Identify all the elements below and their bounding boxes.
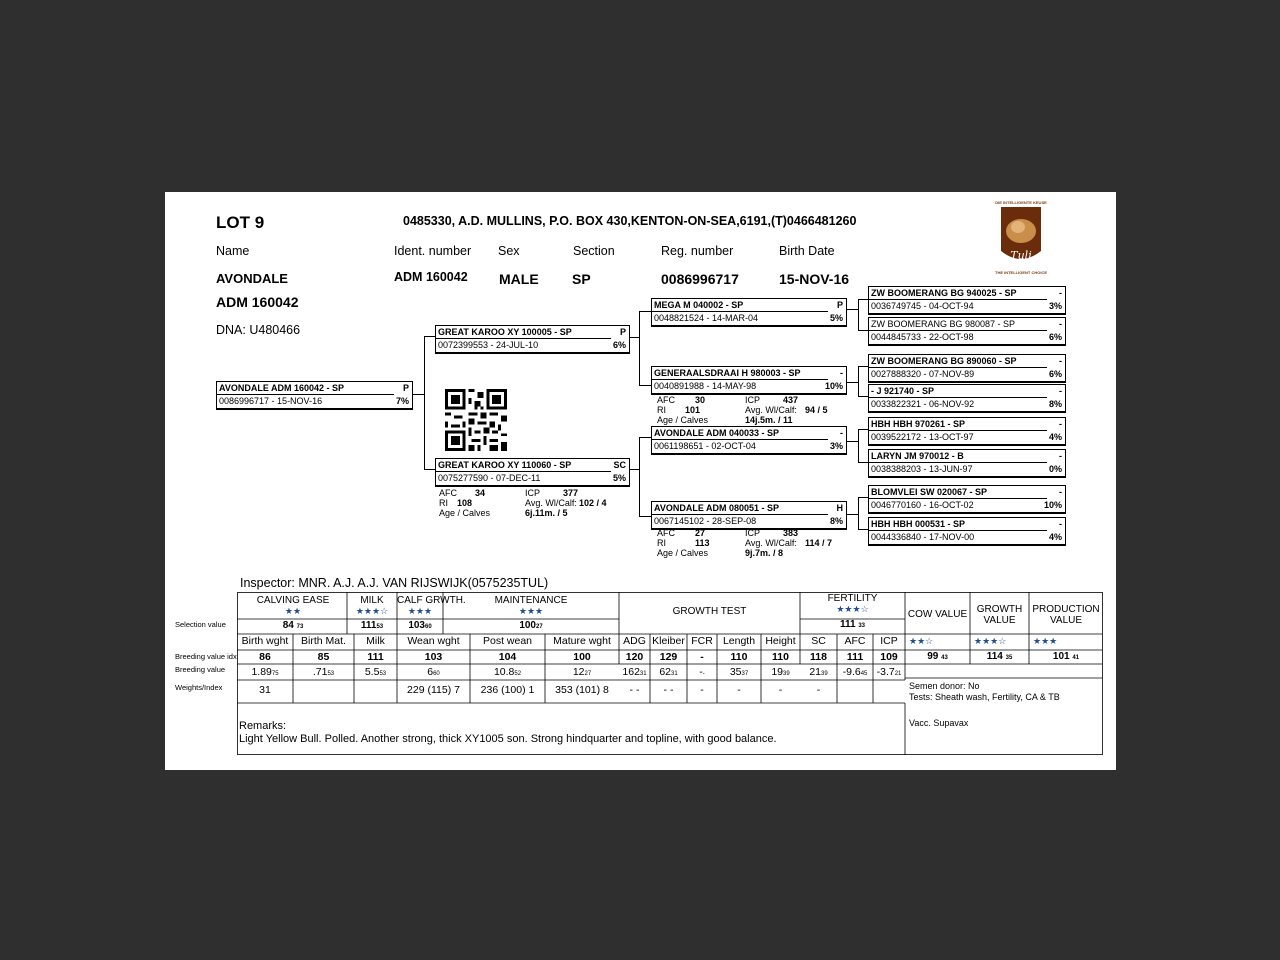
breeding-value-cell: 6231 xyxy=(659,666,678,678)
weights-index-cell: 229 (115) 7 xyxy=(407,684,460,696)
header-name: Name xyxy=(216,244,250,258)
bv-index-cell: 110 xyxy=(772,651,789,663)
lot-sheet xyxy=(165,192,1116,770)
col-header-8: Kleiber xyxy=(652,635,685,647)
dna-number: DNA: U480466 xyxy=(216,323,301,337)
col-header-13: AFC xyxy=(844,635,866,647)
col-header-14: ICP xyxy=(880,635,898,647)
group-growth-value: GROWTH VALUE xyxy=(976,604,1023,626)
breeding-value-cell: .7153 xyxy=(312,666,335,678)
bv-index-cell: - xyxy=(700,651,704,663)
breeding-value-cell: 3537 xyxy=(729,666,749,678)
weights-index-cell: 236 (100) 1 xyxy=(480,684,535,696)
breeding-value-cell: -- xyxy=(699,666,705,678)
sel-milk: 11153 xyxy=(360,620,384,631)
group-calf-growth: CALF GRWTH. ★★★ xyxy=(397,595,466,616)
group-production-value: PRODUCTION VALUE xyxy=(1032,604,1100,626)
inspector: Inspector: MNR. A.J. A.J. VAN RIJSWIJK(0575235TUL) xyxy=(240,576,549,590)
col-header-4: Wean wght xyxy=(407,635,460,647)
dam-stats: AFC 34 ICP 377 RI 108 Avg. Wl/Calf: 102 / 4 Age / Calves 6j.11m. / 5 xyxy=(439,488,607,518)
pedigree-dam: GREAT KAROO XY 110060 - SP SC 0075277590 - 07-DEC-11 5% xyxy=(435,458,630,487)
group-maintenance: MAINTENANCE ★★★ xyxy=(494,595,568,616)
header-section: Section xyxy=(573,244,615,258)
logo-bottom-text: THE INTELLIGENT CHOICE xyxy=(995,270,1047,275)
header-sex: Sex xyxy=(498,244,520,258)
col-header-3: Milk xyxy=(366,635,385,647)
header-birth: Birth Date xyxy=(779,244,835,258)
sel-maint: 10027 xyxy=(519,620,543,631)
pedigree-gg-4: - J 921740 - SP - 0033822321 - 06-NOV-92 8% xyxy=(868,384,1066,413)
logo-top-text: DIE INTELLIGENTE KEUSE xyxy=(995,200,1047,205)
weights-index-cell: 31 xyxy=(259,684,271,696)
breeding-value-cell: -3.721 xyxy=(876,666,902,678)
animal-ident-large: ADM 160042 xyxy=(216,294,299,310)
side-label-breeding-value: Breeding value xyxy=(175,665,226,674)
breeding-value-cell: 10.852 xyxy=(493,666,522,678)
pedigree-gg-6: LARYN JM 970012 - B - 0038388203 - 13-JUN-97 0% xyxy=(868,449,1066,478)
pedigree-gg-2: ZW BOOMERANG BG 980087 - SP - 0044845733 - 22-OCT-98 6% xyxy=(868,317,1066,346)
side-label-bv-index: Breeding value idx xyxy=(175,652,237,661)
pedigree-sire: GREAT KAROO XY 100005 - SP P 0072399553 - 24-JUL-10 6% xyxy=(435,325,630,354)
bv-index-cell: 120 xyxy=(625,651,644,663)
breeding-value-cell: 2139 xyxy=(809,666,828,678)
owner-contact: 0485330, A.D. MULLINS, P.O. BOX 430,KENTON-ON-SEA,6191,(T)0466481260 xyxy=(403,214,857,228)
milk-stars: ★★★☆ xyxy=(355,606,389,616)
animal-section: SP xyxy=(572,271,591,287)
sire-dam-stats: AFC 30 ICP 437 RI 101 Avg. Wl/Calf: 94 / 5 Age / Calves 14j.5m. / 11 xyxy=(657,395,828,425)
col-header-6: Mature wght xyxy=(553,635,611,647)
remarks-text: Light Yellow Bull. Polled. Another strong, thick XY1005 son. Strong hindquarter and topline, with good balance. xyxy=(239,733,777,745)
group-fertility: FERTILITY ★★★☆ xyxy=(827,593,878,614)
qr-code-icon xyxy=(444,389,508,451)
calf-stars: ★★★ xyxy=(407,606,433,616)
animal-reg: 0086996717 xyxy=(661,271,739,287)
header-ident: Ident. number xyxy=(394,244,472,258)
maint-stars: ★★★ xyxy=(518,606,544,616)
breeding-value-cell: 660 xyxy=(427,666,440,678)
breeding-value-cell: 16231 xyxy=(622,666,647,678)
bv-index-cell: 109 xyxy=(880,651,898,663)
col-header-7: ADG xyxy=(623,635,646,647)
pedigree-sire-sire: MEGA M 040002 - SP P 0048821524 - 14-MAR-04 5% xyxy=(651,298,847,327)
col-header-1: Birth wght xyxy=(241,635,289,647)
lot-number: LOT 9 xyxy=(216,213,265,232)
production-value: 101 41 xyxy=(1052,651,1080,662)
gv-stars: ★★★☆ xyxy=(974,636,1007,646)
breeding-value-cell: -9.645 xyxy=(842,666,868,678)
growth-value: 114 35 xyxy=(986,651,1013,662)
group-growth-test: GROWTH TEST xyxy=(672,606,747,617)
breeding-value-cell: 5.553 xyxy=(364,666,387,678)
group-cow-value: COW VALUE xyxy=(907,609,968,620)
header-reg: Reg. number xyxy=(661,244,734,258)
vaccination: Vacc. Supavax xyxy=(909,718,969,728)
pedigree-gg-8: HBH HBH 000531 - SP - 0044336840 - 17-NOV-00 4% xyxy=(868,517,1066,546)
animal-birth: 15-NOV-16 xyxy=(779,271,850,287)
col-header-5: Post wean xyxy=(482,635,533,647)
dam-dam-stats: AFC 27 ICP 383 RI 113 Avg. Wl/Calf: 114 / 7 Age / Calves 9j.7m. / 8 xyxy=(657,528,833,558)
bv-index-cell: 100 xyxy=(573,651,591,663)
animal-ident: ADM 160042 xyxy=(394,270,468,284)
weights-index-cell: - - xyxy=(663,684,674,696)
group-milk: MILK ★★★☆ xyxy=(355,595,389,616)
cow-value: 99 43 xyxy=(927,651,948,662)
bv-index-cell: 110 xyxy=(730,651,748,663)
tuli-logo xyxy=(993,200,1049,276)
breeding-value-cell: 1227 xyxy=(572,666,592,678)
breeding-value-cell: 1939 xyxy=(771,666,790,678)
bv-index-cell: 103 xyxy=(424,651,443,663)
bv-index-cell: 129 xyxy=(659,651,678,663)
pedigree-gg-5: HBH HBH 970261 - SP - 0039522172 - 13-OCT-97 4% xyxy=(868,417,1066,446)
pedigree-subject: AVONDALE ADM 160042 - SP P 0086996717 - 15-NOV-16 7% xyxy=(216,381,413,410)
bv-index-cell: 86 xyxy=(259,651,271,663)
bv-index-cell: 111 xyxy=(367,651,384,663)
fert-stars: ★★★☆ xyxy=(836,604,869,614)
tests: Tests: Sheath wash, Fertility, CA & TB xyxy=(909,692,1060,702)
pedigree-dam-sire: AVONDALE ADM 040033 - SP - 0061198651 - 02-OCT-04 3% xyxy=(651,426,847,455)
cow-stars: ★★☆ xyxy=(909,636,934,646)
sel-fert: 111 33 xyxy=(839,619,866,630)
pedigree-sire-dam: GENERAALSDRAAI H 980003 - SP - 0040891988 - 14-MAY-98 10% xyxy=(651,366,847,395)
weights-index-cell: - - xyxy=(629,684,640,696)
pedigree-gg-3: ZW BOOMERANG BG 890060 - SP - 0027888320 - 07-NOV-89 6% xyxy=(868,354,1066,383)
col-header-2: Birth Mat. xyxy=(301,635,346,647)
weights-index-cell: - xyxy=(737,684,741,696)
bull-logo-icon xyxy=(993,205,1049,267)
bv-index-cell: 118 xyxy=(810,651,827,663)
bv-index-cell: 85 xyxy=(317,651,330,663)
pv-stars: ★★★ xyxy=(1033,636,1058,646)
weights-index-cell: 353 (101) 8 xyxy=(555,684,609,696)
col-header-12: SC xyxy=(811,635,826,647)
col-header-10: Length xyxy=(722,635,756,647)
animal-name: AVONDALE xyxy=(216,271,288,286)
pedigree-dam-dam: AVONDALE ADM 080051 - SP H 0067145102 - 28-SEP-08 8% xyxy=(651,501,847,530)
group-calving-ease: CALVING EASE ★★ xyxy=(256,595,330,616)
col-header-9: FCR xyxy=(691,635,713,647)
semen-donor: Semen donor: No xyxy=(909,681,980,691)
pedigree-gg-1: ZW BOOMERANG BG 940025 - SP - 0036749745 - 04-OCT-94 3% xyxy=(868,286,1066,315)
bv-index-cell: 104 xyxy=(498,651,517,663)
weights-index-cell: - xyxy=(700,684,704,696)
sel-calf: 10360 xyxy=(408,620,432,631)
weights-index-cell: - xyxy=(816,684,821,696)
col-header-11: Height xyxy=(765,635,796,647)
logo-brand: Tuli xyxy=(1010,249,1032,262)
remarks-label: Remarks: xyxy=(239,720,287,732)
weights-index-cell: - xyxy=(778,684,783,696)
breeding-value-cell: 1.8975 xyxy=(251,666,279,678)
sel-calving: 84 73 xyxy=(282,620,304,631)
bv-index-cell: 111 xyxy=(846,651,864,663)
calving-stars: ★★ xyxy=(284,606,302,616)
side-label-weights-index: Weights/Index xyxy=(175,683,223,692)
animal-sex: MALE xyxy=(499,271,539,287)
pedigree-gg-7: BLOMVLEI SW 020067 - SP - 0046770160 - 16-OCT-02 10% xyxy=(868,485,1066,514)
side-label-selection: Selection value xyxy=(175,620,226,629)
